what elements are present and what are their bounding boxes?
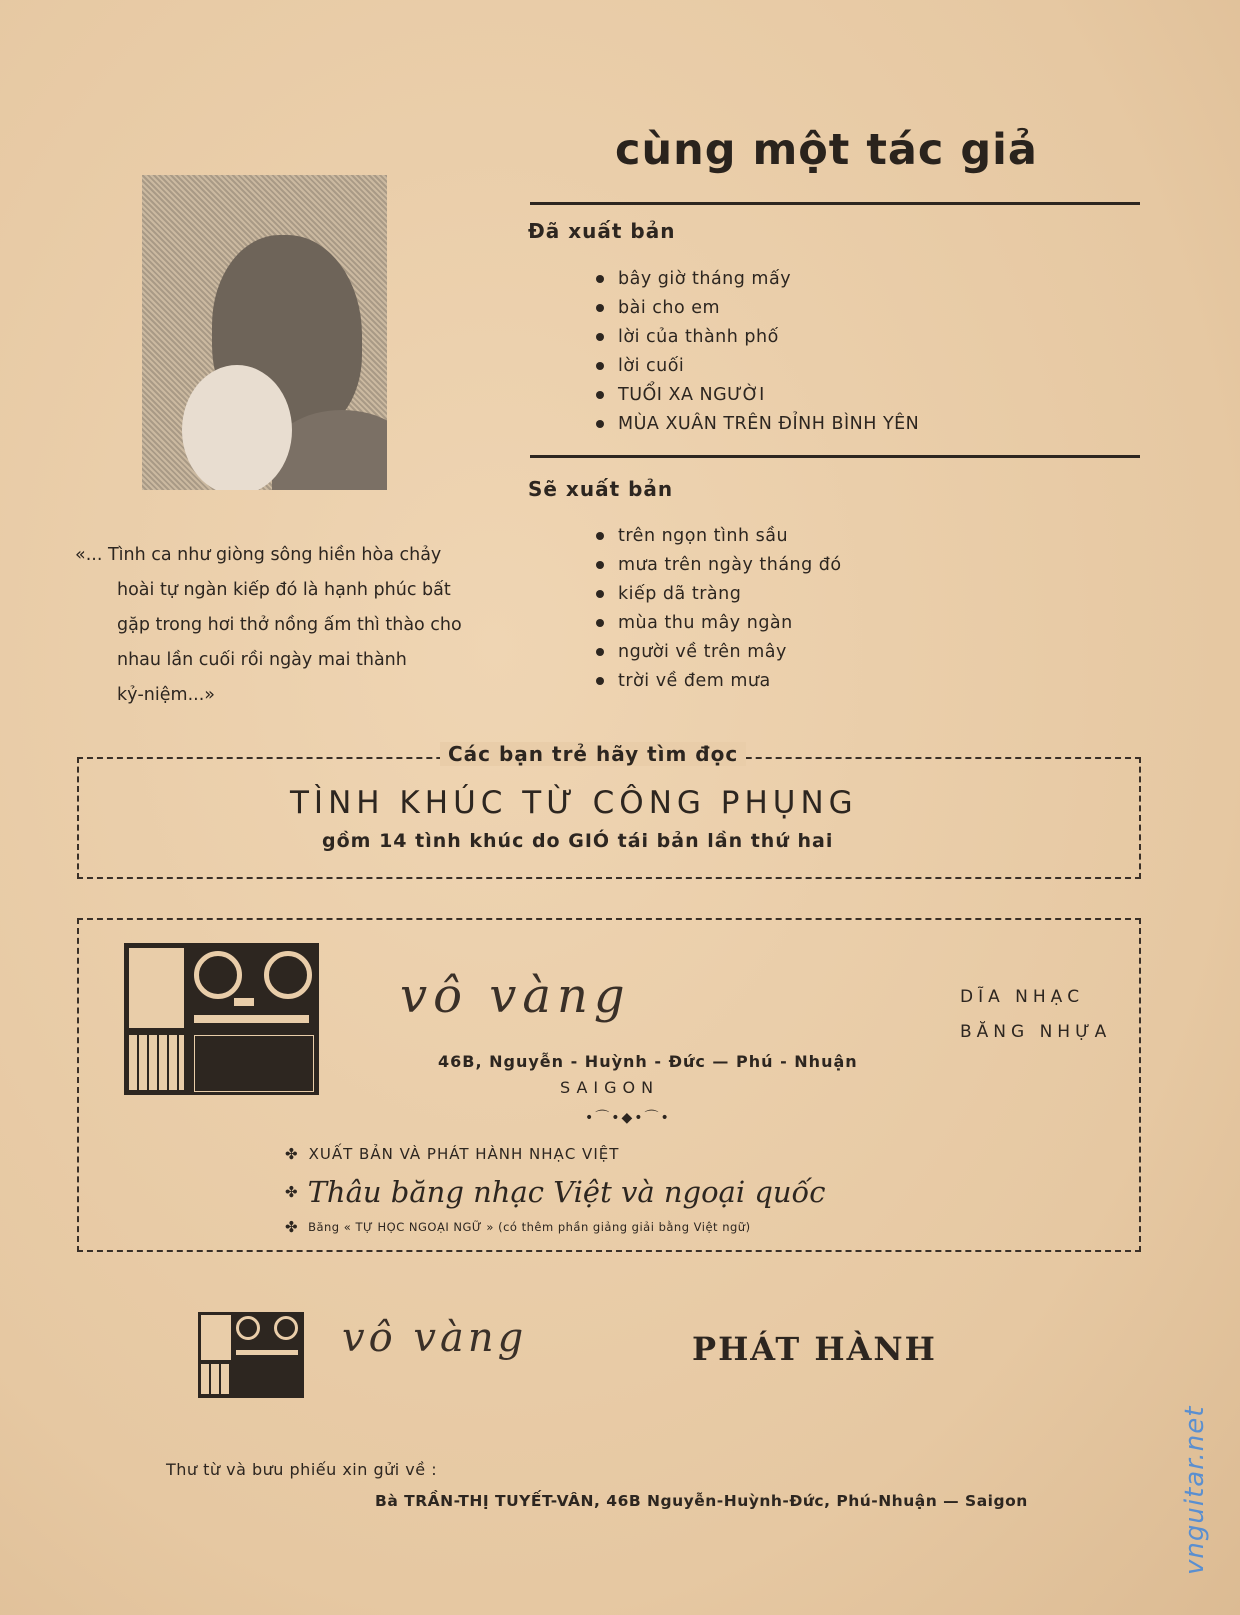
flower-icon: ✤ (285, 1145, 299, 1163)
list-item: bài cho em (596, 293, 919, 322)
bullet-icon (596, 275, 604, 283)
page-heading: cùng một tác giả (615, 125, 1038, 175)
published-list (596, 264, 919, 438)
promo-heading: Các bạn trẻ hãy tìm đọc (440, 742, 746, 766)
product-discs: DĨA NHẠC (960, 987, 1085, 1007)
product-tapes: BĂNG NHỰA (960, 1022, 1112, 1042)
distributor-logo-script: vô vàng (342, 1315, 528, 1361)
list-item: lời cuối (596, 351, 919, 380)
list-item: bây giờ tháng mấy (596, 264, 919, 293)
bullet-icon (596, 590, 604, 598)
tape-recorder-logo-small-icon (198, 1312, 304, 1398)
watermark: vnguitar.net (1180, 1405, 1210, 1575)
publisher-logo-script: vô vàng (400, 968, 631, 1024)
distributor-label: PHÁT HÀNH (692, 1330, 937, 1368)
upcoming-list (596, 521, 842, 695)
bullet-icon (596, 619, 604, 627)
flower-icon: ✤ (285, 1218, 299, 1236)
promo-subtitle: gồm 14 tình khúc do GIÓ tái bản lần thứ hai (322, 830, 834, 852)
list-item: kiếp dã tràng (596, 579, 842, 608)
bullet-icon (596, 532, 604, 540)
tape-recorder-logo-icon (124, 943, 319, 1095)
service-item: ✤ Thâu băng nhạc Việt và ngoại quốc (285, 1175, 826, 1209)
service-item: ✤ Băng « TỰ HỌC NGOẠI NGỮ » (có thêm phần giảng giải bằng Việt ngữ) (285, 1218, 751, 1236)
bullet-icon (596, 333, 604, 341)
heading-rule (530, 202, 1140, 205)
list-item: trời về đem mưa (596, 666, 842, 695)
publisher-city: SAIGON (560, 1078, 660, 1097)
upcoming-label: Sẽ xuất bản (528, 477, 674, 501)
quote-line: hoài tự ngàn kiếp đó là hạnh phúc bất (117, 580, 451, 600)
service-item: ✤ XUẤT BẢN VÀ PHÁT HÀNH NHẠC VIỆT (285, 1145, 620, 1163)
quote-line: gặp trong hơi thở nồng ấm thì thào cho (117, 615, 462, 635)
bullet-icon (596, 391, 604, 399)
list-item: MÙA XUÂN TRÊN ĐỈNH BÌNH YÊN (596, 409, 919, 438)
bullet-icon (596, 648, 604, 656)
quote-line: kỷ-niệm...» (117, 685, 215, 705)
list-item: người về trên mây (596, 637, 842, 666)
bullet-icon (596, 304, 604, 312)
quote-line: «... Tình ca như giòng sông hiền hòa chảy (75, 545, 442, 565)
publisher-address: 46B, Nguyễn - Huỳnh - Đức — Phú - Nhuận (438, 1052, 858, 1071)
quote-line: nhau lần cuối rồi ngày mai thành (117, 650, 407, 670)
mailing-label: Thư từ và bưu phiếu xin gửi về : (166, 1460, 438, 1479)
list-item: lời của thành phố (596, 322, 919, 351)
bullet-icon (596, 677, 604, 685)
list-item: TUỔI XA NGƯỜI (596, 380, 919, 409)
flower-icon: ✤ (285, 1183, 298, 1201)
promo-title: TÌNH KHÚC TỪ CÔNG PHỤNG (290, 785, 858, 821)
bullet-icon (596, 362, 604, 370)
list-item: mùa thu mây ngàn (596, 608, 842, 637)
published-label: Đã xuất bản (528, 219, 676, 243)
author-quote (75, 538, 475, 713)
author-photo (142, 175, 387, 490)
bullet-icon (596, 420, 604, 428)
section-rule (530, 455, 1140, 458)
ornament-divider: •⌒•◆•⌒• (585, 1110, 671, 1126)
bullet-icon (596, 561, 604, 569)
list-item: trên ngọn tình sầu (596, 521, 842, 550)
mailing-address: Bà TRẦN-THỊ TUYẾT-VÂN, 46B Nguyễn-Huỳnh-Đức, Phú-Nhuận — Saigon (375, 1492, 1028, 1510)
list-item: mưa trên ngày tháng đó (596, 550, 842, 579)
